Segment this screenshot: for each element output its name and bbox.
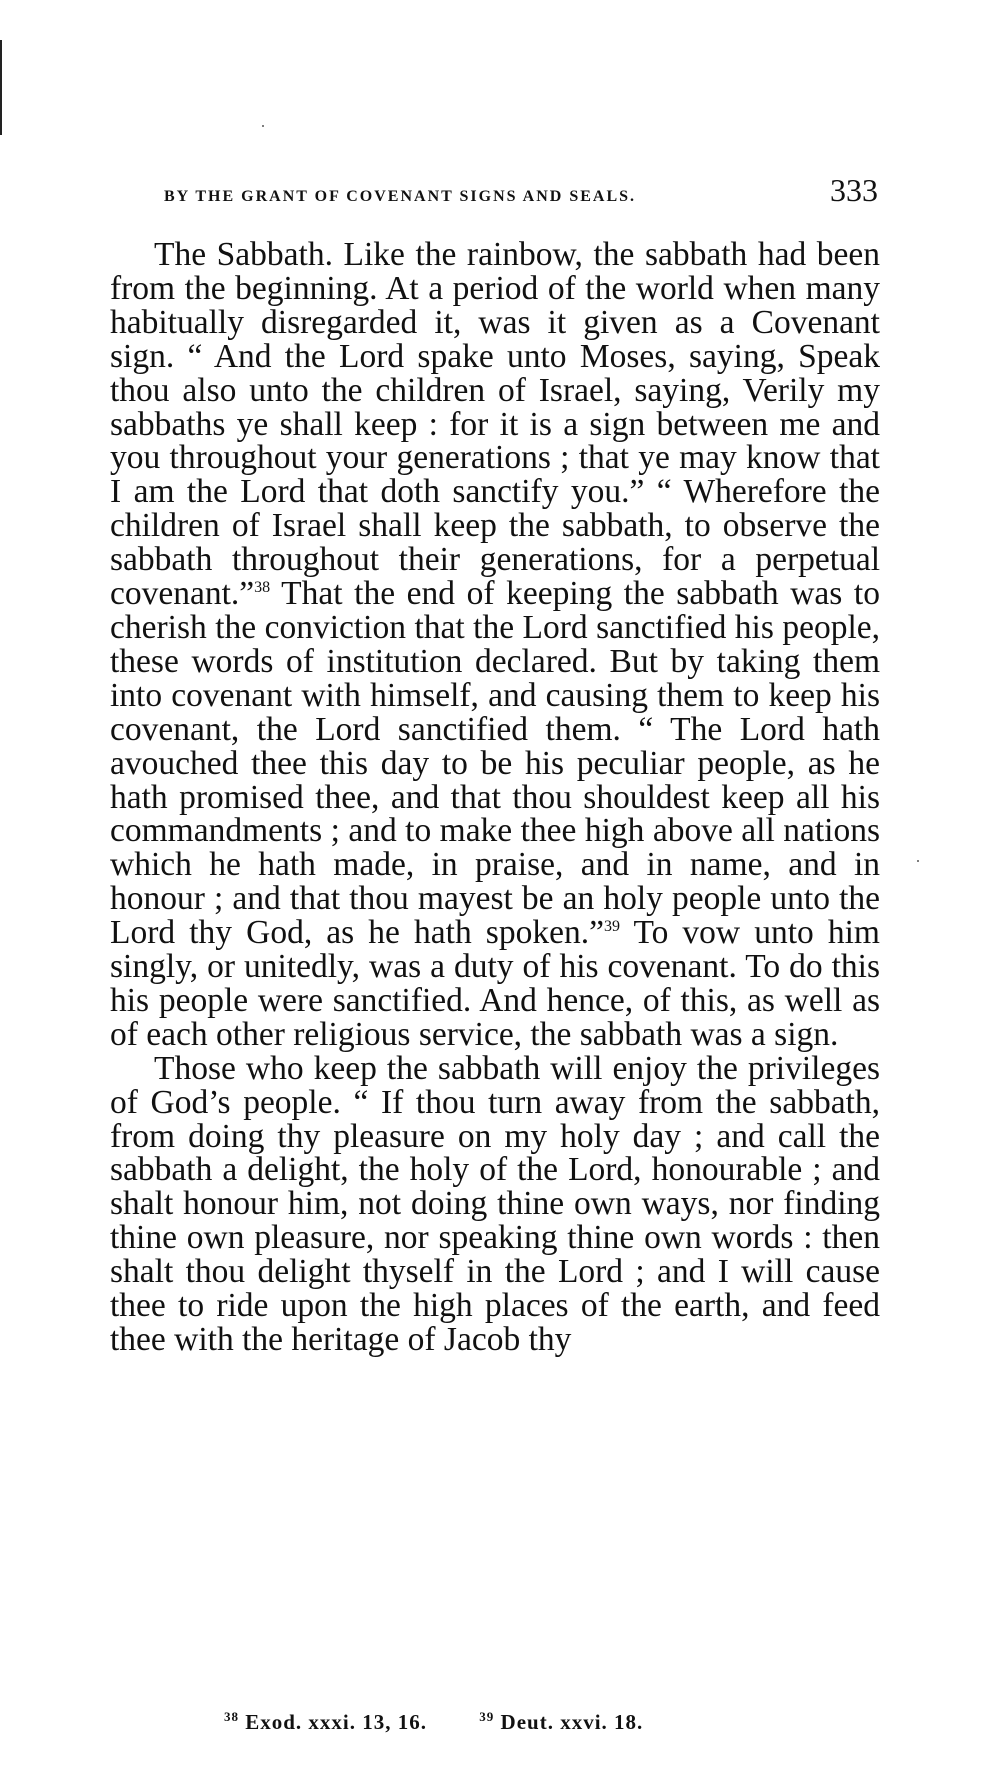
footnote-ref-38: 38 bbox=[254, 578, 271, 596]
footnote-39 bbox=[479, 1710, 643, 1734]
scan-speck bbox=[262, 125, 264, 127]
footnote-ref-39: 39 bbox=[603, 917, 620, 935]
paragraph-1 bbox=[110, 238, 880, 1052]
footnote-text: Deut. xxvi. 18. bbox=[494, 1710, 644, 1734]
running-title: BY THE GRANT OF COVENANT SIGNS AND SEALS. bbox=[164, 188, 637, 205]
scan-speck bbox=[917, 860, 919, 862]
footnote-text: Exod. xxxi. 13, 16. bbox=[239, 1710, 428, 1734]
paragraph-1-part-a: The Sabbath. Like the rainbow, the sabbath had been from the beginning. At a period of the world when many habitually disregarded it, was it given as a Covenant sign. “ And the Lord spake unto Moses, saying, Speak thou also unto the children of Israel, saying, Verily my sabbaths ye shall keep : for it is a sign between me and you throughout your generations ; that ye may know that I am the Lord that doth sanctify you.” “ Wherefore the children of Israel shall keep the sabbath, to observe the sabbath throughout their generations, for a perpetual covenant.” bbox=[110, 236, 880, 613]
body-text bbox=[110, 238, 880, 1357]
paragraph-1-part-b: That the end of keeping the sabbath was to cherish the conviction that the Lord sanctified his people, these words of institution declared. But by taking them into covenant with himself, and causing them to keep his covenant, the Lord sanctified them. “ The Lord hath avouched thee this day to be his peculiar people, as he hath promised thee, and that thou shouldest keep all his commandments ; and to make thee high above all nations which he hath made, in praise, and in name, and in honour ; and that thou mayest be an holy people unto the Lord thy God, as he hath spoken.” bbox=[110, 575, 880, 952]
scan-edge-mark bbox=[0, 40, 2, 135]
footnote-marker: 38 bbox=[224, 1709, 239, 1724]
footnotes bbox=[224, 1710, 643, 1735]
footnote-38 bbox=[224, 1710, 427, 1734]
running-head bbox=[164, 172, 878, 216]
footnote-marker: 39 bbox=[479, 1709, 495, 1724]
page-number: 333 bbox=[830, 172, 878, 208]
paragraph-2: Those who keep the sabbath will enjoy the privileges of God’s people. “ If thou turn away from the sabbath, from doing thy pleasure on my holy day ; and call the sabbath a delight, the holy of the Lord, honourable ; and shalt honour him, not doing thine own ways, nor finding thine own pleasure, nor speaking thine own words : then shalt thou delight thyself in the Lord ; and I will cause thee to ride upon the high places of the earth, and feed thee with the heritage of Jacob thy bbox=[110, 1049, 880, 1358]
paragraph-1-part-c: To vow unto him singly, or unitedly, was a duty of his covenant. To do this his people were sanctified. And hence, of this, as well as of each other religious service, the sabbath was a sign. bbox=[110, 914, 880, 1053]
